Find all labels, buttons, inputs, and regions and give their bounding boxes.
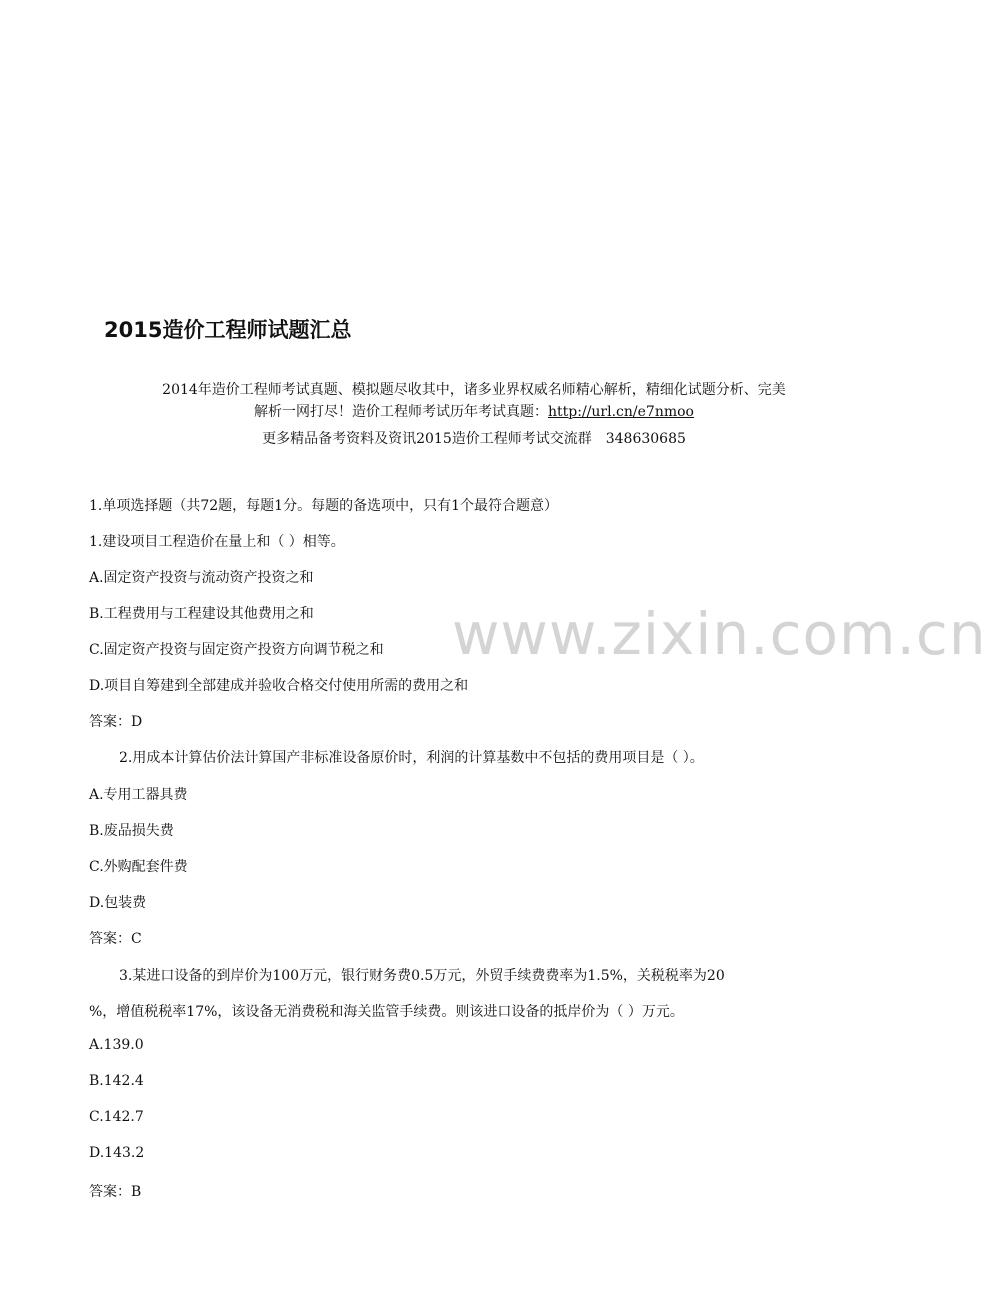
- question-1-option-b: B.工程费用与工程建设其他费用之和: [89, 606, 314, 622]
- question-1-option-c: C.固定资产投资与固定资产投资方向调节税之和: [89, 642, 384, 658]
- question-2-option-a: A.专用工器具费: [89, 787, 188, 803]
- question-3-option-b: B.142.4: [89, 1073, 144, 1089]
- intro-line-2: [110, 401, 838, 423]
- question-1-stem: 1.建设项目工程造价在量上和（ ）相等。: [89, 534, 345, 550]
- watermark: www.zixin.com.cn: [452, 600, 987, 668]
- question-1-answer: 答案：D: [89, 714, 143, 730]
- question-2-option-d: D.包装费: [89, 895, 147, 911]
- question-2-answer: 答案：C: [89, 931, 142, 947]
- question-1-option-a: A.固定资产投资与流动资产投资之和: [89, 570, 314, 586]
- exam-link[interactable]: http://url.cn/e7nmoo: [548, 404, 694, 420]
- question-3-stem-line-2: %，增值税税率17%，该设备无消费税和海关监管手续费。则该进口设备的抵岸价为（ ）万元。: [89, 1004, 684, 1020]
- page-title: 2015造价工程师试题汇总: [104, 318, 352, 342]
- question-2-option-b: B.废品损失费: [89, 823, 174, 839]
- intro-line-3: 更多精品备考资料及资讯2015造价工程师考试交流群 348630685: [262, 431, 686, 447]
- intro-line-2-text: 解析一网打尽！造价工程师考试历年考试真题：: [254, 404, 549, 420]
- intro-line-1: 2014年造价工程师考试真题、模拟题尽收其中，诸多业界权威名师精心解析，精细化试题分析、完美: [162, 382, 786, 398]
- question-3-option-c: C.142.7: [89, 1109, 144, 1125]
- question-2-stem: 2.用成本计算估价法计算国产非标准设备原价时，利润的计算基数中不包括的费用项目是（ ）。: [119, 750, 704, 766]
- question-3-option-a: A.139.0: [89, 1037, 144, 1053]
- question-3-answer: 答案：B: [89, 1184, 142, 1200]
- question-1-option-d: D.项目自筹建到全部建成并验收合格交付使用所需的费用之和: [89, 678, 469, 694]
- question-3-option-d: D.143.2: [89, 1145, 145, 1161]
- question-2-option-c: C.外购配套件费: [89, 859, 188, 875]
- section-heading: 1.单项选择题（共72题，每题1分。每题的备选项中，只有1个最符合题意）: [89, 498, 558, 514]
- question-3-stem-line-1: 3.某进口设备的到岸价为100万元，银行财务费0.5万元，外贸手续费费率为1.5%，关税税率为20: [119, 968, 725, 984]
